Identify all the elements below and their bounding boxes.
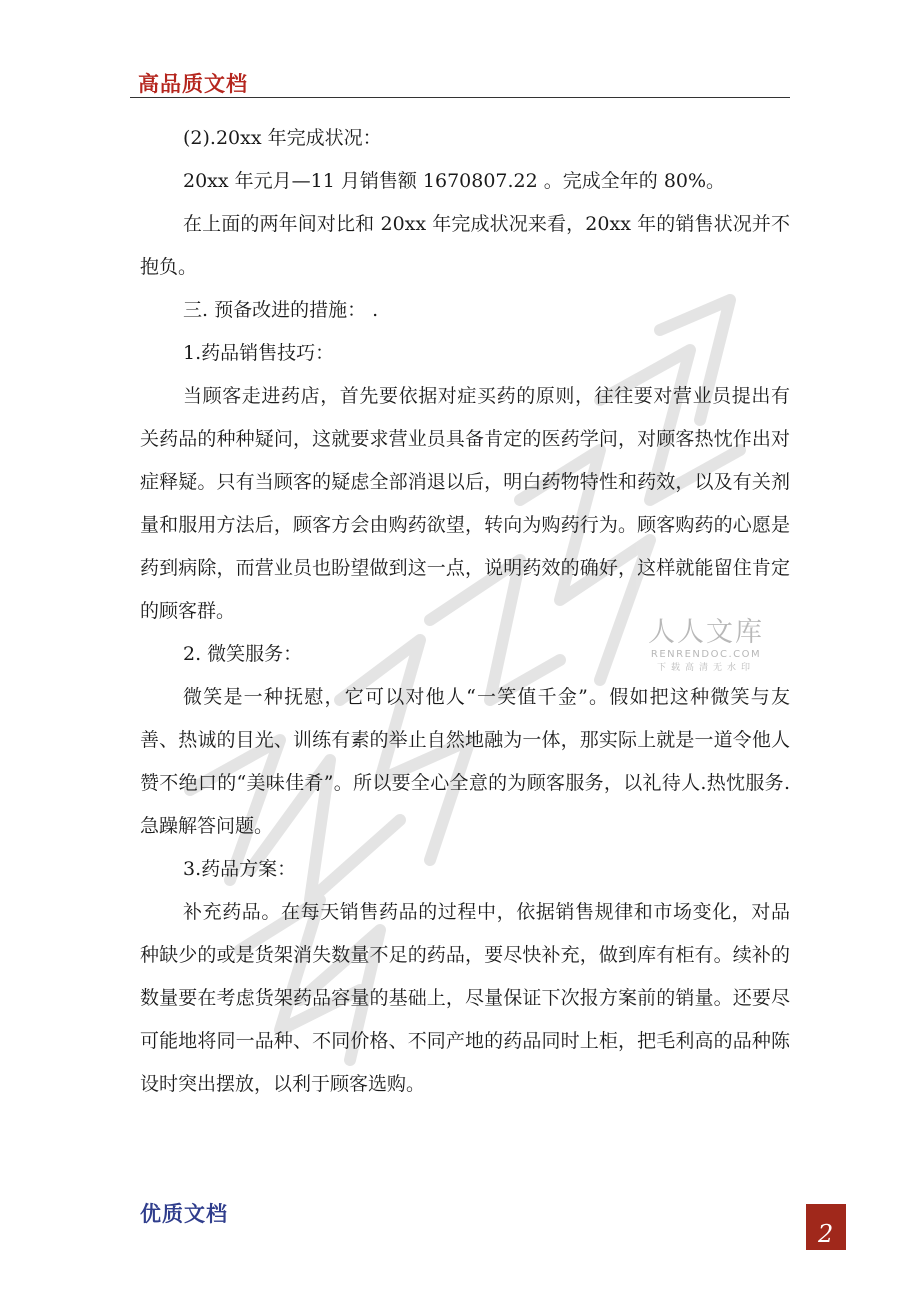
paragraph: 当顾客走进药店，首先要依据对症买药的原则，往往要对营业员提出有关药品的种种疑问，这就要求营业员具备肯定的医药学问，对顾客热忱作出对症释疑。只有当顾客的疑虑全部消退以后，明白药物特性和药效，以及有关剂量和服用方法后，顾客方会由购药欲望，转向为购药行为。顾客购药的心愿是药到病除，而营业员也盼望做到这一点，说明药效的确好，这样就能留住肯定的顾客群。 (140, 385, 790, 622)
subsection-heading: 1.药品销售技巧： (183, 342, 335, 364)
page-number: 2 (818, 1220, 834, 1248)
header-title: 高品质文档 (138, 72, 248, 96)
header-divider (130, 97, 790, 98)
paragraph: 20xx 年元月—11 月销售额 1670807.22 。完成全年的 80%。 (183, 170, 726, 192)
subsection-heading: 3.药品方案： (183, 858, 297, 880)
paragraph: 微笑是一种抚慰，它可以对他人“一笑值千金”。假如把这种微笑与友善、热诚的目光、训练有素的举止自然地融为一体，那实际上就是一道令他人赞不绝口的“美味佳肴”。所以要全心全意的为顾客服务，以礼待人.热忱服务.急躁解答问题。 (140, 686, 790, 837)
subsection-heading: 2. 微笑服务： (183, 643, 303, 665)
watermark-brand-en: RENRENDOC.COM (650, 649, 762, 660)
footer-title: 优质文档 (140, 1202, 228, 1226)
watermark-brand (648, 618, 764, 674)
paragraph: 补充药品。在每天销售药品的过程中，依据销售规律和市场变化，对品种缺少的或是货架消失数量不足的药品，要尽快补充，做到库有柜有。续补的数量要在考虑货架药品容量的基础上，尽量保证下次报方案前的销量。还要尽可能地将同一品种、不同价格、不同产地的药品同时上柜，把毛利高的品种陈设时突出摆放，以利于顾客选购。 (140, 901, 790, 1095)
paragraph: 在上面的两年间对比和 20xx 年完成状况来看，20xx 年的销售状况并不抱负。 (140, 213, 790, 278)
section-heading: 三. 预备改进的措施： . (183, 299, 379, 321)
document-body (140, 117, 790, 1106)
paragraph: (2).20xx 年完成状况： (183, 127, 382, 149)
watermark-brand-sub: 下载高清无水印 (656, 663, 755, 673)
watermark-brand-cn: 人人文库 (648, 617, 764, 648)
